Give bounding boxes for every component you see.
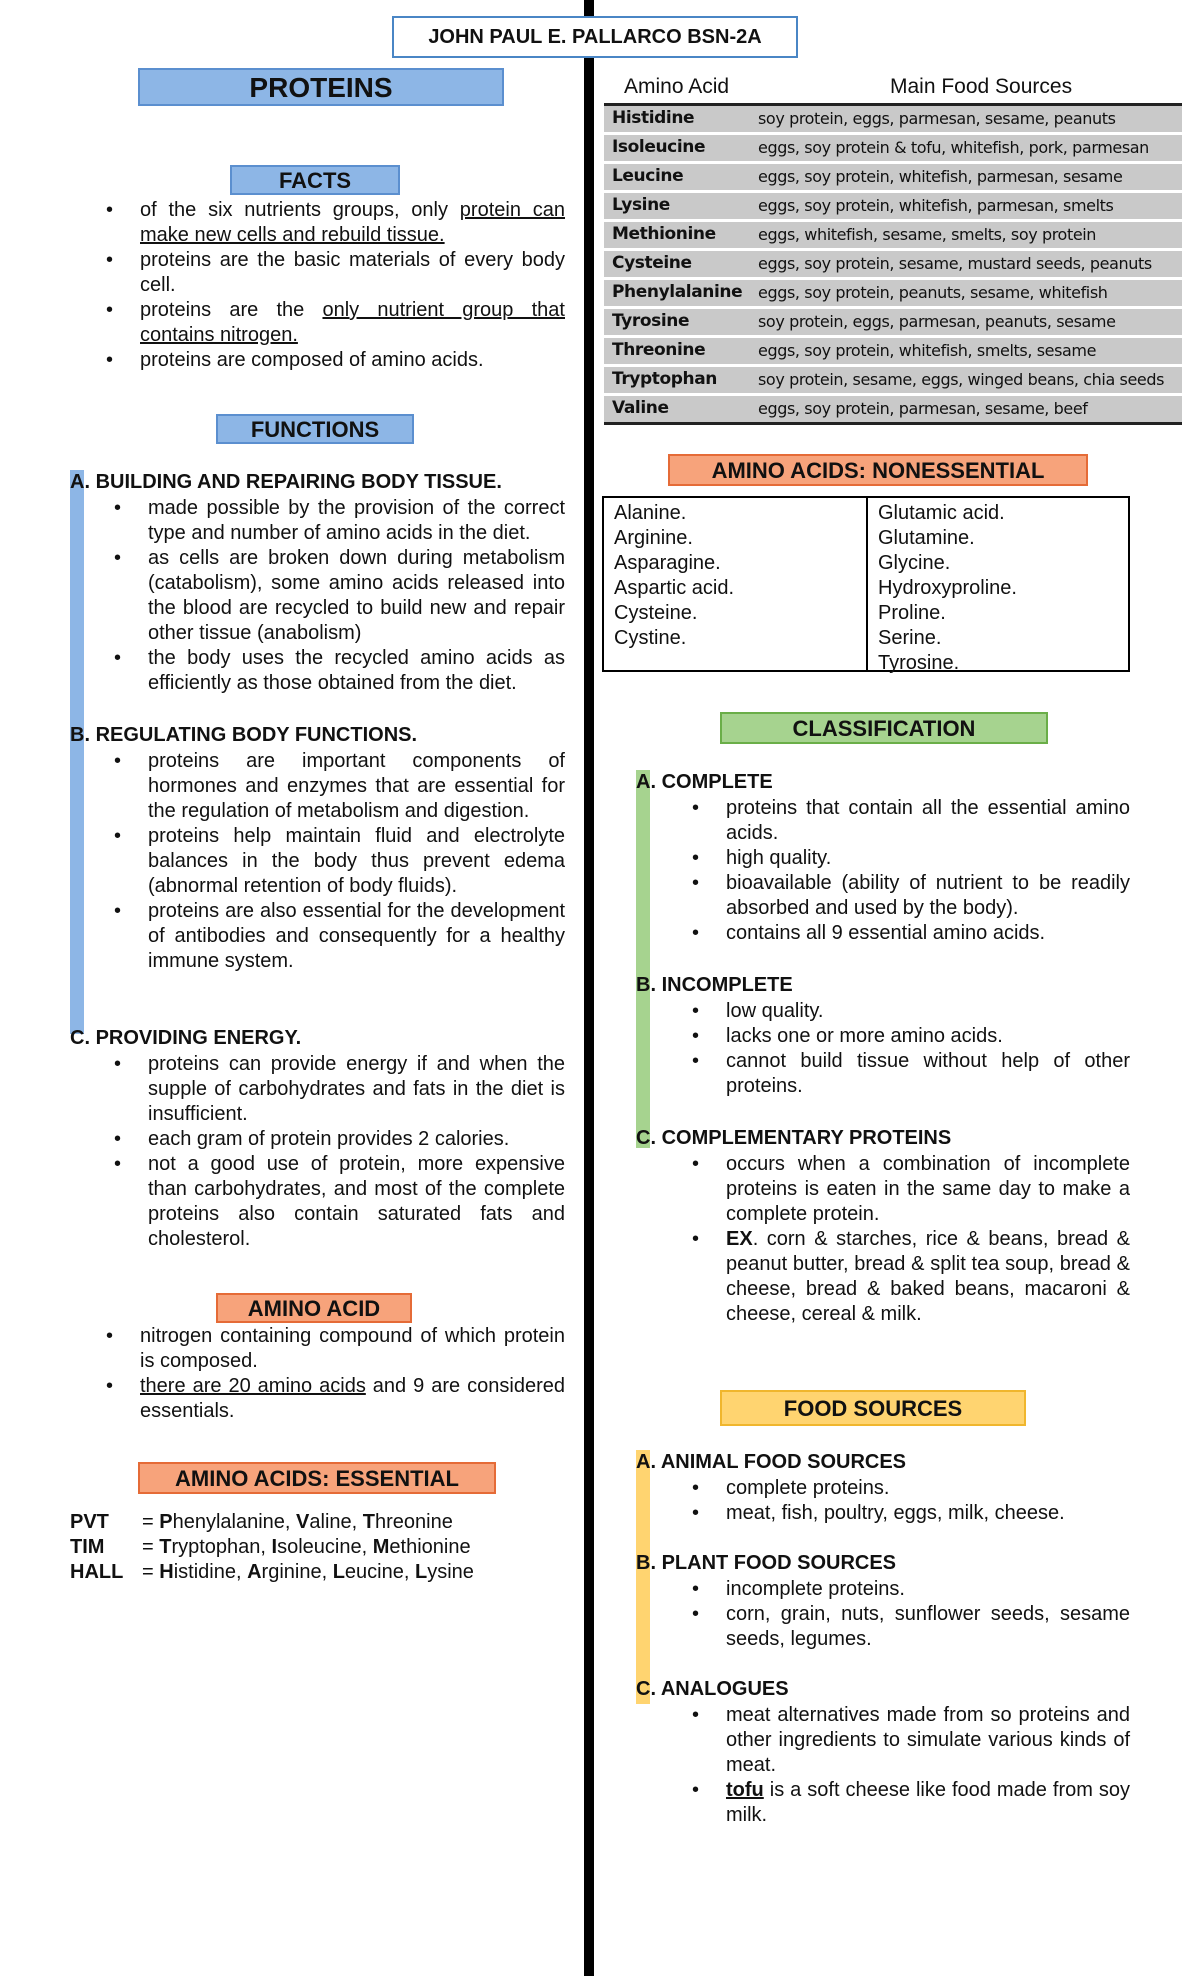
food-sources-a-heading: A. ANIMAL FOOD SOURCES (636, 1451, 907, 1473)
amino-acid-list (140, 1324, 565, 1424)
amino-acid-cell: Leucine (604, 162, 750, 191)
fact-item: • proteins are the basic materials of every body cell. (140, 248, 565, 298)
amino-acid-cell: Tyrosine (604, 307, 750, 336)
list-item: • incomplete proteins. (726, 1577, 1130, 1602)
table-row (604, 133, 1182, 162)
function-section-b (70, 723, 570, 748)
table-row (604, 394, 1182, 423)
function-section-a (70, 470, 570, 495)
amino-acid-cell: Cysteine (604, 249, 750, 278)
list-item: • there are 20 amino acids and 9 are considered essentials. (140, 1374, 565, 1424)
nonessential-col-right (866, 498, 1128, 674)
list-item: • the body uses the recycled amino acids as efficiently as those obtained from the diet. (148, 646, 565, 696)
essential-heading: AMINO ACIDS: ESSENTIAL (138, 1462, 496, 1494)
classification-c-heading: C. COMPLEMENTARY PROTEINS (636, 1127, 952, 1149)
classification-sidebar-bar (636, 770, 650, 1148)
food-sources-c-heading: C. ANALOGUES (636, 1678, 789, 1700)
table-row (604, 365, 1182, 394)
list-item: • lacks one or more amino acids. (726, 1024, 1130, 1049)
nonessential-item: Cysteine. (614, 602, 698, 624)
classification-heading: CLASSIFICATION (720, 712, 1048, 744)
food-source-cell: soy protein, eggs, parmesan, sesame, peanuts (750, 104, 1182, 133)
list-item: • proteins are also essential for the development of antibodies and consequently for a healthy immune system. (148, 899, 565, 974)
functions-sidebar-bar (70, 470, 84, 1034)
functions-heading: FUNCTIONS (216, 414, 414, 444)
list-item: • each gram of protein provides 2 calories. (148, 1127, 565, 1152)
list-item: • corn, grain, nuts, sunflower seeds, sesame seeds, legumes. (726, 1602, 1130, 1652)
section-heading: B. REGULATING BODY FUNCTIONS. (70, 724, 418, 746)
list-item: • bioavailable (ability of nutrient to be readily absorbed and used by the body). (726, 871, 1130, 921)
classification-b-list (726, 999, 1130, 1099)
nonessential-item: Glutamic acid. (878, 502, 1005, 524)
food-source-cell: eggs, whitefish, sesame, smelts, soy protein (750, 220, 1182, 249)
facts-list (140, 198, 565, 373)
amino-acid-cell: Tryptophan (604, 365, 750, 394)
food-sources-sidebar-bar (636, 1450, 650, 1704)
list-item: • high quality. (726, 846, 1130, 871)
nonessential-item: Alanine. (614, 502, 687, 524)
list-item: • meat, fish, poultry, eggs, milk, cheese. (726, 1501, 1130, 1526)
list-item: • meat alternatives made from so proteins and other ingredients to simulate various kinds of meat. (726, 1703, 1130, 1778)
table-row (604, 220, 1182, 249)
list-item: • proteins can provide energy if and when the supple of carbohydrates and fats in the diet is insufficient. (148, 1052, 565, 1127)
fact-item: • proteins are composed of amino acids. (140, 348, 565, 373)
amino-acid-cell: Isoleucine (604, 133, 750, 162)
food-source-cell: eggs, soy protein, peanuts, sesame, whitefish (750, 278, 1182, 307)
author-name-box: JOHN PAUL E. PALLARCO BSN-2A (392, 16, 798, 58)
table-header-food-sources: Main Food Sources (750, 72, 1182, 104)
list-item: • low quality. (726, 999, 1130, 1024)
nonessential-heading: AMINO ACIDS: NONESSENTIAL (668, 454, 1088, 486)
table-row (604, 336, 1182, 365)
table-header-amino-acid: Amino Acid (604, 72, 750, 104)
nonessential-item: Serine. (878, 627, 942, 649)
function-section-c (70, 1026, 570, 1051)
table-row (604, 307, 1182, 336)
amino-acid-cell: Phenylalanine (604, 278, 750, 307)
food-source-cell: soy protein, sesame, eggs, winged beans, chia seeds (750, 365, 1182, 394)
list-item: • contains all 9 essential amino acids. (726, 921, 1130, 946)
fact-item: • proteins are the only nutrient group that contains nitrogen. (140, 298, 565, 348)
amino-acid-heading: AMINO ACID (216, 1293, 412, 1323)
nonessential-item: Glycine. (878, 552, 951, 574)
table-row (604, 162, 1182, 191)
list-item: • proteins that contain all the essential amino acids. (726, 796, 1130, 846)
nonessential-table (602, 496, 1130, 672)
list-item: • nitrogen containing compound of which protein is composed. (140, 1324, 565, 1374)
function-a-list (148, 496, 565, 696)
mnemonic-row: HALL = Histidine, Arginine, Leucine, Lysine (70, 1561, 474, 1583)
function-b-list (148, 749, 565, 974)
list-item: • occurs when a combination of incomplete proteins is eaten in the same day to make a complete protein. (726, 1152, 1130, 1227)
food-source-cell: eggs, soy protein, sesame, mustard seeds, peanuts (750, 249, 1182, 278)
function-c-list (148, 1052, 565, 1252)
nonessential-item: Cystine. (614, 627, 687, 649)
list-item: • as cells are broken down during metabolism (catabolism), some amino acids released into the blood are recycled to build new and repair other tissue (anabolism) (148, 546, 565, 646)
nonessential-item: Arginine. (614, 527, 693, 549)
list-item: • proteins are important components of hormones and enzymes that are essential for the regulation of metabolism and digestion. (148, 749, 565, 824)
center-divider (584, 0, 594, 1976)
food-sources-c-list (726, 1703, 1130, 1828)
section-heading: C. PROVIDING ENERGY. (70, 1027, 302, 1049)
nonessential-col-left (604, 498, 866, 670)
list-item: • proteins help maintain fluid and electrolyte balances in the body thus prevent edema (abnormal retention of body fluids). (148, 824, 565, 899)
page-title: PROTEINS (138, 68, 504, 106)
amino-acid-cell: Lysine (604, 191, 750, 220)
fact-item: • of the six nutrients groups, only protein can make new cells and rebuild tissue. (140, 198, 565, 248)
table-row (604, 249, 1182, 278)
table-row (604, 278, 1182, 307)
list-item: • made possible by the provision of the correct type and number of amino acids in the diet. (148, 496, 565, 546)
amino-acid-cell: Valine (604, 394, 750, 423)
mnemonic-row: PVT = Phenylalanine, Valine, Threonine (70, 1511, 453, 1533)
nonessential-item: Tyrosine. (878, 652, 960, 674)
classification-b-heading: B. INCOMPLETE (636, 974, 793, 996)
amino-acid-cell: Methionine (604, 220, 750, 249)
list-item: • complete proteins. (726, 1476, 1130, 1501)
facts-heading: FACTS (230, 165, 400, 195)
nonessential-item: Asparagine. (614, 552, 721, 574)
food-sources-a-list (726, 1476, 1130, 1526)
table-row (604, 104, 1182, 133)
amino-acid-food-table (604, 72, 1182, 425)
list-item: • tofu is a soft cheese like food made from soy milk. (726, 1778, 1130, 1828)
food-source-cell: eggs, soy protein & tofu, whitefish, pork, parmesan (750, 133, 1182, 162)
nonessential-item: Glutamine. (878, 527, 975, 549)
food-source-cell: eggs, soy protein, whitefish, parmesan, smelts (750, 191, 1182, 220)
classification-c-list (726, 1152, 1130, 1327)
classification-a-heading: A. COMPLETE (636, 771, 773, 793)
food-source-cell: eggs, soy protein, whitefish, smelts, sesame (750, 336, 1182, 365)
list-item: • cannot build tissue without help of other proteins. (726, 1049, 1130, 1099)
food-source-cell: soy protein, eggs, parmesan, peanuts, sesame (750, 307, 1182, 336)
table-row (604, 191, 1182, 220)
food-source-cell: eggs, soy protein, parmesan, sesame, beef (750, 394, 1182, 423)
nonessential-item: Hydroxyproline. (878, 577, 1017, 599)
amino-acid-cell: Histidine (604, 104, 750, 133)
mnemonic-row: TIM = Tryptophan, Isoleucine, Methionine (70, 1536, 471, 1558)
section-heading: A. BUILDING AND REPAIRING BODY TISSUE. (70, 471, 502, 493)
list-item: • EX. corn & starches, rice & beans, bread & peanut butter, bread & split tea soup, bread & cheese, bread & baked beans, macaroni & cheese, cereal & milk. (726, 1227, 1130, 1327)
essential-mnemonics (70, 1510, 474, 1585)
nonessential-item: Aspartic acid. (614, 577, 735, 599)
food-sources-b-heading: B. PLANT FOOD SOURCES (636, 1552, 897, 1574)
amino-acid-cell: Threonine (604, 336, 750, 365)
classification-a-list (726, 796, 1130, 946)
food-sources-heading: FOOD SOURCES (720, 1390, 1026, 1426)
food-sources-b-list (726, 1577, 1130, 1652)
nonessential-item: Proline. (878, 602, 946, 624)
food-source-cell: eggs, soy protein, whitefish, parmesan, sesame (750, 162, 1182, 191)
list-item: • not a good use of protein, more expensive than carbohydrates, and most of the complete proteins also contain saturated fats and cholesterol. (148, 1152, 565, 1252)
